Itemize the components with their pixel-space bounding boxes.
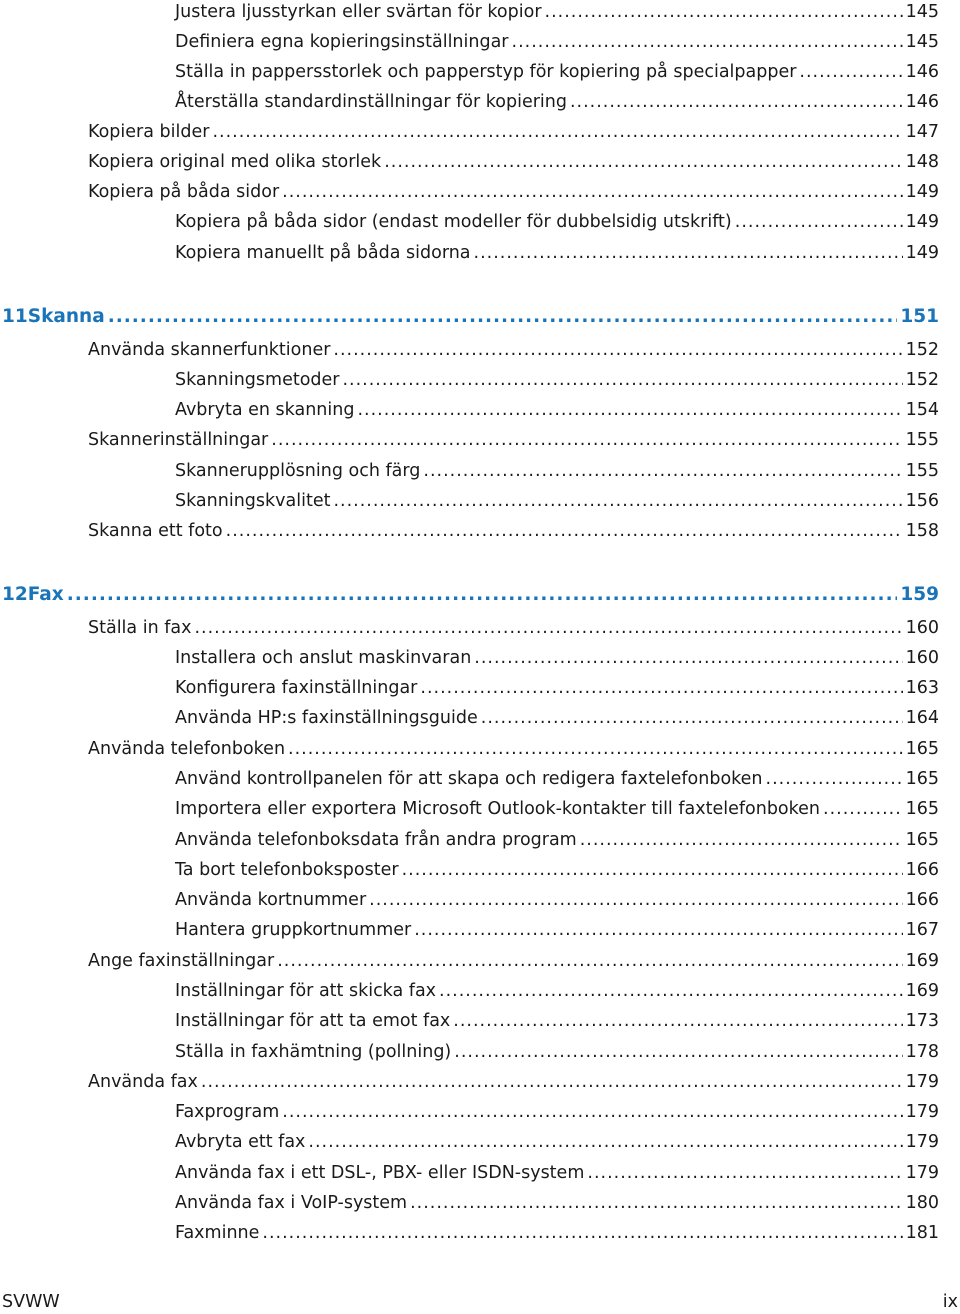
dot-leader	[481, 706, 903, 730]
dot-leader	[226, 519, 903, 543]
toc-entry-title: Justera ljusstyrkan eller svärtan för kopior	[175, 2, 542, 22]
dot-leader	[570, 90, 903, 114]
toc-entry-page: 167	[905, 920, 939, 940]
toc-entry-title: Använda telefonboken	[88, 739, 286, 759]
toc-entry[interactable]	[175, 459, 939, 483]
toc-entry[interactable]	[175, 368, 939, 392]
dot-leader	[474, 646, 902, 670]
toc-entry-page: 158	[905, 521, 939, 541]
dot-leader	[262, 1221, 902, 1245]
toc-entry[interactable]	[175, 858, 939, 882]
dot-leader	[410, 1191, 903, 1215]
toc-entry-page: 146	[905, 62, 939, 82]
toc-entry-page: 169	[905, 981, 939, 1001]
toc-entry-title: Skanningsmetoder	[175, 370, 340, 390]
dot-leader	[384, 150, 902, 174]
toc-entry-page: 166	[905, 860, 939, 880]
toc-entry-page: 145	[905, 2, 939, 22]
toc-entry[interactable]	[175, 828, 939, 852]
toc-entry[interactable]	[88, 428, 939, 452]
toc-entry-page: 165	[905, 739, 939, 759]
toc-entry-title: Avbryta en skanning	[175, 400, 355, 420]
toc-entry-page: 156	[905, 491, 939, 511]
toc-entry-title: Använd kontrollpanelen för att skapa och redigera faxtelefonboken	[175, 769, 763, 789]
dot-leader	[587, 1161, 902, 1185]
toc-entry-page: 179	[905, 1132, 939, 1152]
toc-entry-title: Kopiera original med olika storlek	[88, 152, 382, 172]
chapter-page: 151	[900, 306, 939, 327]
dot-leader	[342, 368, 902, 392]
toc-entry-page: 149	[905, 212, 939, 232]
toc-entry-page: 149	[905, 182, 939, 202]
dot-leader	[282, 180, 902, 204]
dot-leader	[369, 888, 902, 912]
toc-entry-title: Använda fax	[88, 1072, 198, 1092]
toc-entry[interactable]	[175, 1191, 939, 1215]
toc-entry-page: 145	[905, 32, 939, 52]
toc-entry[interactable]	[175, 241, 939, 265]
toc-entry-title: Använda telefonboksdata från andra program	[175, 830, 577, 850]
toc-entry-title: Konfigurera faxinställningar	[175, 678, 418, 698]
toc-entry-title: Importera eller exportera Microsoft Outlook-kontakter till faxtelefonboken	[175, 799, 820, 819]
dot-leader	[453, 1009, 902, 1033]
toc-entry-title: Inställningar för att skicka fax	[175, 981, 437, 1001]
dot-leader	[414, 918, 902, 942]
toc-entry-title: Kopiera bilder	[88, 122, 210, 142]
dot-leader	[333, 338, 902, 362]
toc-entry-page: 179	[905, 1163, 939, 1183]
toc-entry-title: Använda fax i VoIP-system	[175, 1193, 408, 1213]
toc-entry-page: 147	[905, 122, 939, 142]
dot-leader	[420, 676, 902, 700]
toc-entry[interactable]	[88, 180, 939, 204]
toc-entry-page: 148	[905, 152, 939, 172]
dot-leader	[201, 1070, 903, 1094]
toc-entry-page: 155	[905, 461, 939, 481]
dot-leader	[333, 489, 902, 513]
dot-leader	[735, 210, 903, 234]
toc-entry-title: Skannerinställningar	[88, 430, 269, 450]
toc-entry[interactable]	[88, 1070, 939, 1094]
toc-entry-page: 178	[905, 1042, 939, 1062]
toc-entry[interactable]	[175, 1130, 939, 1154]
toc-entry[interactable]	[175, 676, 939, 700]
toc-entry-title: Installera och anslut maskinvaran	[175, 648, 472, 668]
toc-entry-title: Ta bort telefonboksposter	[175, 860, 399, 880]
toc-entry[interactable]	[175, 706, 939, 730]
toc-entry-title: Hantera gruppkortnummer	[175, 920, 412, 940]
toc-entry[interactable]	[175, 1040, 939, 1064]
toc-chapter-skanna[interactable]	[2, 305, 939, 329]
toc-entry-page: 155	[905, 430, 939, 450]
toc-entry-title: Ange faxinställningar	[88, 951, 275, 971]
toc-entry-page: 165	[905, 769, 939, 789]
toc-entry[interactable]	[175, 979, 939, 1003]
dot-leader	[194, 616, 902, 640]
dot-leader	[271, 428, 902, 452]
toc-entry[interactable]	[88, 338, 939, 362]
chapter-number: 11	[2, 306, 28, 327]
toc-entry-page: 163	[905, 678, 939, 698]
toc-entry-title: Skannerupplösning och färg	[175, 461, 421, 481]
dot-leader	[423, 459, 902, 483]
toc-entry[interactable]	[175, 918, 939, 942]
toc-entry[interactable]	[88, 616, 939, 640]
dot-leader	[766, 767, 903, 791]
dot-leader	[108, 305, 898, 329]
toc-entry-page: 181	[905, 1223, 939, 1243]
toc-entry[interactable]	[175, 646, 939, 670]
toc-entry-page: 149	[905, 243, 939, 263]
toc-entry-title: Använda fax i ett DSL-, PBX- eller ISDN-system	[175, 1163, 585, 1183]
toc-entry[interactable]	[175, 1009, 939, 1033]
dot-leader	[277, 949, 902, 973]
toc-entry[interactable]	[175, 398, 939, 422]
toc-entry-title: Definiera egna kopieringsinställningar	[175, 32, 509, 52]
toc-entry-page: 165	[905, 799, 939, 819]
toc-entry-title: Faxprogram	[175, 1102, 280, 1122]
toc-entry-page: 154	[905, 400, 939, 420]
toc-entry-page: 179	[905, 1102, 939, 1122]
toc-entry[interactable]	[175, 767, 939, 791]
dot-leader	[439, 979, 903, 1003]
footer-doc-id: SVWW	[2, 1292, 60, 1312]
toc-entry-page: 152	[905, 340, 939, 360]
toc-entry-title: Använda kortnummer	[175, 890, 367, 910]
dot-leader	[454, 1040, 902, 1064]
dot-leader	[288, 737, 903, 761]
toc-entry[interactable]	[175, 210, 939, 234]
toc-entry[interactable]	[88, 150, 939, 174]
toc-entry[interactable]	[175, 888, 939, 912]
toc-entry-title: Kopiera på båda sidor	[88, 182, 280, 202]
dot-leader	[799, 60, 902, 84]
chapter-number: 12	[2, 584, 28, 605]
toc-entry-title: Faxminne	[175, 1223, 260, 1243]
toc-entry-title: Ställa in fax	[88, 618, 192, 638]
toc-entry-page: 160	[905, 648, 939, 668]
toc-entry-page: 146	[905, 92, 939, 112]
dot-leader	[402, 858, 903, 882]
toc-entry[interactable]	[175, 90, 939, 114]
toc-entry-title: Skanningskvalitet	[175, 491, 331, 511]
toc-entry[interactable]	[175, 1161, 939, 1185]
dot-leader	[823, 797, 903, 821]
dot-leader	[67, 583, 898, 607]
dot-leader	[580, 828, 903, 852]
toc-entry-title: Skanna ett foto	[88, 521, 223, 541]
toc-entry[interactable]	[175, 60, 939, 84]
footer-page-number: ix	[942, 1292, 958, 1312]
toc-entry[interactable]	[175, 489, 939, 513]
toc-entry-title: Kopiera manuellt på båda sidorna	[175, 243, 471, 263]
toc-chapter-fax[interactable]	[2, 583, 939, 607]
dot-leader	[545, 0, 903, 24]
chapter-page: 159	[900, 584, 939, 605]
toc-entry-title: Avbryta ett fax	[175, 1132, 306, 1152]
toc-entry-title: Använda HP:s faxinställningsguide	[175, 708, 478, 728]
toc-entry[interactable]	[88, 120, 939, 144]
toc-entry-page: 165	[905, 830, 939, 850]
dot-leader	[357, 398, 902, 422]
toc-entry[interactable]	[88, 737, 939, 761]
toc-entry-page: 166	[905, 890, 939, 910]
toc-entry[interactable]	[88, 949, 939, 973]
toc-entry[interactable]	[175, 1221, 939, 1245]
chapter-title: Skanna	[27, 306, 105, 327]
dot-leader	[308, 1130, 902, 1154]
toc-entry-page: 164	[905, 708, 939, 728]
dot-leader	[212, 120, 902, 144]
toc-entry-page: 152	[905, 370, 939, 390]
toc-entry[interactable]	[175, 30, 939, 54]
toc-entry-page: 160	[905, 618, 939, 638]
toc-entry[interactable]	[175, 1100, 939, 1124]
toc-entry[interactable]	[175, 797, 939, 821]
toc-entry-page: 179	[905, 1072, 939, 1092]
toc-entry-page: 173	[905, 1011, 939, 1031]
dot-leader	[282, 1100, 902, 1124]
toc-entry[interactable]	[88, 519, 939, 543]
toc-entry-page: 180	[905, 1193, 939, 1213]
toc-entry-title: Ställa in pappersstorlek och papperstyp för kopiering på specialpapper	[175, 62, 797, 82]
toc-entry-title: Kopiera på båda sidor (endast modeller för dubbelsidig utskrift)	[175, 212, 732, 232]
toc-entry-title: Inställningar för att ta emot fax	[175, 1011, 451, 1031]
dot-leader	[474, 241, 903, 265]
chapter-title: Fax	[27, 584, 64, 605]
toc-entry-page: 169	[905, 951, 939, 971]
toc-entry[interactable]	[175, 0, 939, 24]
toc-entry-title: Återställa standardinställningar för kopiering	[175, 92, 567, 112]
dot-leader	[512, 30, 903, 54]
toc-entry-title: Använda skannerfunktioner	[88, 340, 331, 360]
toc-entry-title: Ställa in faxhämtning (pollning)	[175, 1042, 452, 1062]
